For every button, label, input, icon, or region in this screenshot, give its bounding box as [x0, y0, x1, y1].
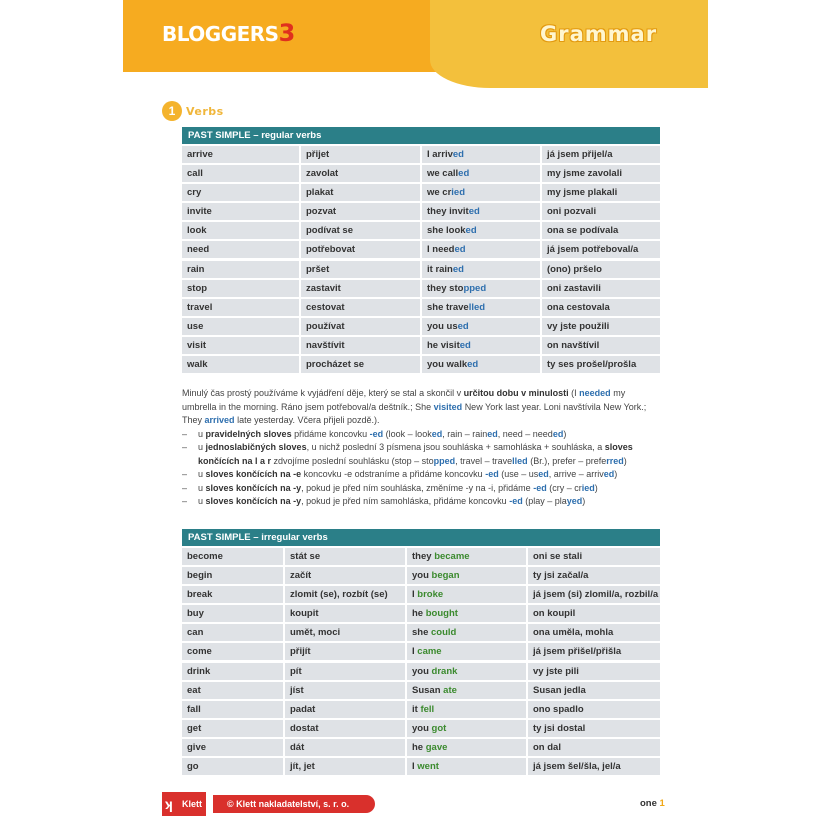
table-row: [182, 278, 660, 297]
translation-cell: pít: [285, 663, 405, 680]
translation-cell: dostat: [285, 720, 405, 737]
verb-cell: come: [182, 643, 283, 660]
klett-logo-text: Klett: [182, 799, 202, 809]
verb-cell: need: [182, 241, 299, 258]
table-row: [182, 603, 660, 622]
past-translation-cell: on navštívil: [542, 337, 660, 354]
past-translation-cell: vy jste pili: [528, 663, 660, 680]
past-form-cell: it fell: [407, 701, 526, 718]
past-form-cell: you used: [422, 318, 540, 335]
translation-cell: zlomit (se), rozbít (se): [285, 586, 405, 603]
regular-verbs-table-header: PAST SIMPLE – regular verbs: [182, 127, 660, 144]
table-row: [182, 335, 660, 354]
past-form-cell: she travelled: [422, 299, 540, 316]
past-form-cell: you got: [407, 720, 526, 737]
translation-cell: zavolat: [301, 165, 420, 182]
past-translation-cell: ty jsi začal/a: [528, 567, 660, 584]
verb-cell: use: [182, 318, 299, 335]
table-row: [182, 661, 660, 680]
translation-cell: stát se: [285, 548, 405, 565]
past-form-cell: you walked: [422, 356, 540, 373]
past-form-cell: Susan ate: [407, 682, 526, 699]
klett-logo: [162, 792, 206, 816]
translation-cell: cestovat: [301, 299, 420, 316]
irregular-verbs-table-header: PAST SIMPLE – irregular verbs: [182, 529, 660, 546]
past-translation-cell: já jsem (si) zlomil/a, rozbil/a: [528, 586, 660, 603]
verb-cell: become: [182, 548, 283, 565]
translation-cell: jíst: [285, 682, 405, 699]
translation-cell: procházet se: [301, 356, 420, 373]
translation-cell: padat: [285, 701, 405, 718]
table-row: [182, 220, 660, 239]
past-form-cell: he gave: [407, 739, 526, 756]
past-translation-cell: ty ses prošel/prošla: [542, 356, 660, 373]
past-form-cell: it rained: [422, 261, 540, 278]
past-form-cell: he bought: [407, 605, 526, 622]
translation-cell: plakat: [301, 184, 420, 201]
translation-cell: začít: [285, 567, 405, 584]
translation-cell: podívat se: [301, 222, 420, 239]
past-translation-cell: ono spadlo: [528, 701, 660, 718]
past-form-cell: they became: [407, 548, 526, 565]
verb-cell: drink: [182, 663, 283, 680]
past-form-cell: she looked: [422, 222, 540, 239]
verb-cell: cry: [182, 184, 299, 201]
past-form-cell: I broke: [407, 586, 526, 603]
past-form-cell: I went: [407, 758, 526, 775]
past-translation-cell: oni se stali: [528, 548, 660, 565]
section-title: Verbs: [186, 104, 224, 118]
bloggers-logo: [162, 19, 295, 47]
table-row: [182, 718, 660, 737]
past-translation-cell: já jsem šel/šla, jel/a: [528, 758, 660, 775]
translation-cell: jít, jet: [285, 758, 405, 775]
past-translation-cell: já jsem přijel/a: [542, 146, 660, 163]
verb-cell: travel: [182, 299, 299, 316]
verb-cell: can: [182, 624, 283, 641]
past-form-cell: they stopped: [422, 280, 540, 297]
verb-cell: go: [182, 758, 283, 775]
past-translation-cell: já jsem přišel/přišla: [528, 643, 660, 660]
table-row: [182, 144, 660, 163]
past-translation-cell: my jsme zavolali: [542, 165, 660, 182]
rule-item: – u jednoslabičných sloves, u nichž poslední 3 písmena jsou souhláska + samohláska + souhláska, a sloves končících na l a r zdvojíme poslední souhlásku (stop – stopped, travel – travelled (Br.), prefer – preferred): [182, 442, 633, 466]
past-translation-cell: ona uměla, mohla: [528, 624, 660, 641]
table-row: [182, 680, 660, 699]
translation-cell: dát: [285, 739, 405, 756]
verb-cell: call: [182, 165, 299, 182]
explanation-paragraph: Minulý čas prostý používáme k vyjádření děje, který se stal a skončil v určitou dobu v minulosti (I needed my umbrella in the morning. Ráno jsem potřeboval/a deštník.; She visited New York last year. Loni navštívila New York.; They arrived late yesterday. Včera přijeli pozdě.).: [182, 388, 647, 425]
irregular-verbs-table: [182, 529, 660, 775]
past-form-cell: he visited: [422, 337, 540, 354]
verb-cell: buy: [182, 605, 283, 622]
table-row: [182, 737, 660, 756]
section-number: 1: [162, 101, 182, 121]
verb-cell: stop: [182, 280, 299, 297]
translation-cell: umět, moci: [285, 624, 405, 641]
past-translation-cell: já jsem potřeboval/a: [542, 241, 660, 258]
table-row: [182, 201, 660, 220]
klett-mark-icon: ʞ: [165, 796, 173, 812]
verb-cell: visit: [182, 337, 299, 354]
translation-cell: přijít: [285, 643, 405, 660]
translation-cell: navštívit: [301, 337, 420, 354]
past-form-cell: she could: [407, 624, 526, 641]
translation-cell: potřebovat: [301, 241, 420, 258]
past-translation-cell: Susan jedla: [528, 682, 660, 699]
translation-cell: pozvat: [301, 203, 420, 220]
past-translation-cell: ona se podívala: [542, 222, 660, 239]
verb-cell: look: [182, 222, 299, 239]
past-form-cell: I needed: [422, 241, 540, 258]
past-translation-cell: ty jsi dostal: [528, 720, 660, 737]
page-number: one 1: [640, 798, 665, 809]
past-translation-cell: vy jste použili: [542, 318, 660, 335]
past-form-cell: you drank: [407, 663, 526, 680]
verb-cell: rain: [182, 261, 299, 278]
translation-cell: zastavit: [301, 280, 420, 297]
logo-number: 3: [278, 19, 295, 47]
table-row: [182, 316, 660, 335]
copyright-banner: © Klett nakladatelství, s. r. o.: [213, 795, 375, 813]
translation-cell: pršet: [301, 261, 420, 278]
table-row: [182, 699, 660, 718]
explanation-text: [182, 387, 662, 509]
translation-cell: přijet: [301, 146, 420, 163]
table-row: [182, 163, 660, 182]
translation-cell: koupit: [285, 605, 405, 622]
past-form-cell: they invited: [422, 203, 540, 220]
past-translation-cell: (ono) pršelo: [542, 261, 660, 278]
verb-cell: get: [182, 720, 283, 737]
logo-text: BLOGGERS: [162, 22, 279, 46]
verb-cell: give: [182, 739, 283, 756]
past-translation-cell: oni pozvali: [542, 203, 660, 220]
section-heading: [162, 101, 224, 121]
past-form-cell: I came: [407, 643, 526, 660]
rule-item: – u sloves končících na -y, pokud je před ním samohláska, přidáme koncovku -ed (play – played): [182, 496, 586, 506]
table-row: [182, 259, 660, 278]
past-translation-cell: ona cestovala: [542, 299, 660, 316]
table-row: [182, 584, 660, 603]
verb-cell: invite: [182, 203, 299, 220]
table-row: [182, 182, 660, 201]
past-form-cell: we cried: [422, 184, 540, 201]
rule-item: – u sloves končících na -e koncovku -e odstraníme a přidáme koncovku -ed (use – used, arrive – arrived): [182, 469, 618, 479]
rule-item: – u sloves končících na -y, pokud je před ním souhláska, změníme -y na -i, přidáme -ed (cry – cried): [182, 482, 598, 493]
past-form-cell: we called: [422, 165, 540, 182]
verb-cell: break: [182, 586, 283, 603]
table-row: [182, 622, 660, 641]
translation-cell: používat: [301, 318, 420, 335]
table-row: [182, 641, 660, 660]
table-row: [182, 297, 660, 316]
past-form-cell: I arrived: [422, 146, 540, 163]
past-translation-cell: my jsme plakali: [542, 184, 660, 201]
table-row: [182, 565, 660, 584]
page-title: Grammar: [540, 22, 658, 46]
rule-item: – u pravidelných sloves přidáme koncovku -ed (look – looked, rain – rained, need – needed): [182, 428, 567, 439]
past-translation-cell: on dal: [528, 739, 660, 756]
verb-cell: arrive: [182, 146, 299, 163]
verb-cell: walk: [182, 356, 299, 373]
table-row: [182, 546, 660, 565]
past-translation-cell: oni zastavili: [542, 280, 660, 297]
regular-verbs-table: [182, 127, 660, 373]
table-row: [182, 239, 660, 258]
past-form-cell: you began: [407, 567, 526, 584]
table-row: [182, 354, 660, 373]
past-translation-cell: on koupil: [528, 605, 660, 622]
verb-cell: begin: [182, 567, 283, 584]
verb-cell: fall: [182, 701, 283, 718]
table-row: [182, 756, 660, 775]
verb-cell: eat: [182, 682, 283, 699]
